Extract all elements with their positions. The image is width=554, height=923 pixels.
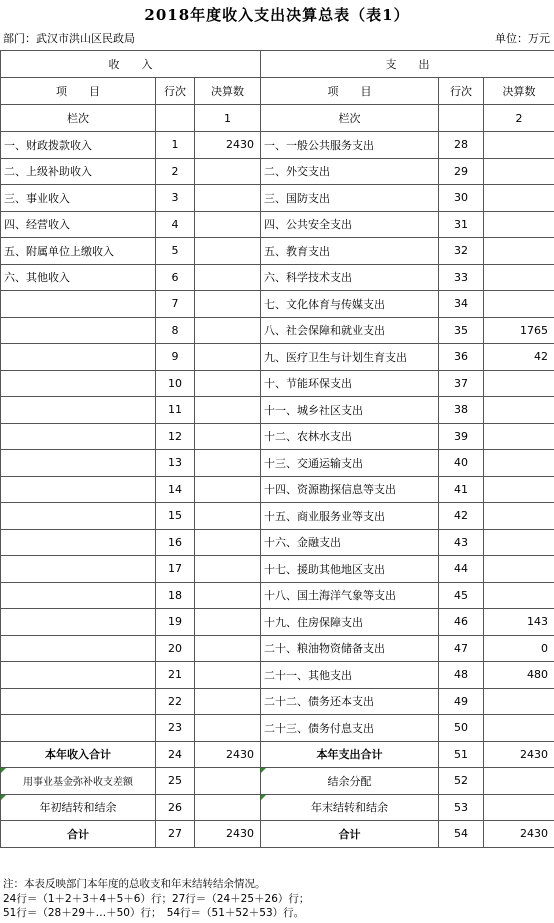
expense-line-cell: 37: [439, 370, 484, 397]
expense-item-cell: 四、公共安全支出: [261, 211, 439, 238]
income-line-cell: 16: [156, 529, 195, 556]
income-item-cell: [1, 635, 156, 662]
expense-line-cell: 45: [439, 582, 484, 609]
fund-row: [1, 768, 554, 795]
expense-amount-cell: [484, 688, 554, 715]
expense-amount-cell: 1765: [484, 317, 554, 344]
income-line-cell: 7: [156, 291, 195, 318]
income-amount-cell: [195, 635, 261, 662]
year-expense-total-amount: 2430: [484, 741, 554, 768]
end-carryover-amount: [484, 794, 554, 821]
table-row: [1, 211, 554, 238]
income-amount-header: 决算数: [195, 78, 261, 105]
income-amount-cell: [195, 715, 261, 742]
expense-line-cell: 46: [439, 609, 484, 636]
income-amount-cell: [195, 688, 261, 715]
expense-item-cell: 一、一般公共服务支出: [261, 132, 439, 159]
expense-item-cell: 十七、援助其他地区支出: [261, 556, 439, 583]
income-amount-cell: [195, 529, 261, 556]
income-line-cell: 5: [156, 238, 195, 265]
expense-amount-cell: [484, 238, 554, 265]
expense-item-header: 项 目: [261, 78, 439, 105]
expense-item-cell: 十五、商业服务业等支出: [261, 503, 439, 530]
table-row: [1, 291, 554, 318]
income-amount-cell: [195, 450, 261, 477]
grand-total-income-label: 合计: [1, 821, 156, 848]
expense-amount-cell: [484, 370, 554, 397]
income-item-cell: [1, 662, 156, 689]
expense-amount-cell: [484, 211, 554, 238]
grand-total-expense-amount: 2430: [484, 821, 554, 848]
expense-item-cell: 八、社会保障和就业支出: [261, 317, 439, 344]
table-row: [1, 609, 554, 636]
income-line-cell: 9: [156, 344, 195, 371]
department-label: 部门：武汉市洪山区民政局: [3, 32, 135, 45]
expense-line-cell: 30: [439, 185, 484, 212]
income-item-cell: [1, 317, 156, 344]
income-line-cell: 23: [156, 715, 195, 742]
income-item-cell: 六、其他收入: [1, 264, 156, 291]
footnote-line: 51行＝（28＋29＋…＋50）行； 54行＝（51＋52＋53）行。: [3, 907, 305, 919]
grand-total-income-amount: 2430: [195, 821, 261, 848]
income-line-cell: 20: [156, 635, 195, 662]
expense-item-cell: 十一、城乡社区支出: [261, 397, 439, 424]
income-line-cell: 12: [156, 423, 195, 450]
income-amount-cell: [195, 158, 261, 185]
table-row: [1, 132, 554, 159]
grand-total-expense-label: 合计: [261, 821, 439, 848]
carryover-row: [1, 794, 554, 821]
income-item-cell: [1, 450, 156, 477]
expense-line-cell: 31: [439, 211, 484, 238]
table-row: [1, 370, 554, 397]
income-amount-cell: [195, 662, 261, 689]
income-amount-cell: [195, 476, 261, 503]
fund-amount: [195, 768, 261, 795]
expense-amount-cell: 143: [484, 609, 554, 636]
income-column-line-empty: [156, 105, 195, 132]
grand-total-row: [1, 821, 554, 848]
income-amount-cell: [195, 185, 261, 212]
expense-amount-cell: [484, 556, 554, 583]
expense-amount-cell: 0: [484, 635, 554, 662]
income-section-header: 收 入: [1, 51, 261, 78]
surplus-label: 结余分配: [261, 768, 439, 795]
expense-line-cell: 32: [439, 238, 484, 265]
table-row: [1, 397, 554, 424]
year-income-total-amount: 2430: [195, 741, 261, 768]
income-amount-cell: [195, 582, 261, 609]
expense-column-line-empty: [439, 105, 484, 132]
footnote-line: 24行＝（1＋2＋3＋4＋5＋6）行；27行＝（24＋25＋26）行；: [3, 892, 310, 905]
table-row: [1, 688, 554, 715]
income-item-cell: [1, 503, 156, 530]
expense-line-cell: 41: [439, 476, 484, 503]
table-row: [1, 635, 554, 662]
income-item-cell: 一、财政拨款收入: [1, 132, 156, 159]
income-amount-cell: [195, 609, 261, 636]
income-line-cell: 22: [156, 688, 195, 715]
expense-amount-cell: [484, 476, 554, 503]
income-item-cell: 三、事业收入: [1, 185, 156, 212]
expense-item-cell: 五、教育支出: [261, 238, 439, 265]
expense-line-cell: 33: [439, 264, 484, 291]
table-row: [1, 582, 554, 609]
expense-item-cell: 六、科学技术支出: [261, 264, 439, 291]
expense-amount-cell: [484, 423, 554, 450]
income-item-header: 项 目: [1, 78, 156, 105]
table-row: [1, 344, 554, 371]
grand-total-expense-line: 54: [439, 821, 484, 848]
expense-amount-cell: [484, 715, 554, 742]
column-number-row: [1, 105, 554, 132]
income-line-cell: 8: [156, 317, 195, 344]
expense-item-cell: 十三、交通运输支出: [261, 450, 439, 477]
income-column-row-label: 栏次: [1, 105, 156, 132]
expense-column-number: 2: [484, 105, 554, 132]
income-amount-cell: [195, 211, 261, 238]
income-line-cell: 2: [156, 158, 195, 185]
footnote-line: 注：本表反映部门本年度的总收支和年末结转结余情况。: [3, 878, 266, 890]
table-row: [1, 185, 554, 212]
fund-line: 25: [156, 768, 195, 795]
expense-item-cell: 十四、资源勘探信息等支出: [261, 476, 439, 503]
income-amount-cell: [195, 556, 261, 583]
expense-amount-cell: [484, 185, 554, 212]
expense-line-cell: 35: [439, 317, 484, 344]
expense-line-cell: 38: [439, 397, 484, 424]
income-item-cell: [1, 370, 156, 397]
expense-line-cell: 48: [439, 662, 484, 689]
expense-line-cell: 50: [439, 715, 484, 742]
expense-amount-cell: [484, 582, 554, 609]
expense-amount-cell: 42: [484, 344, 554, 371]
income-item-cell: 五、附属单位上缴收入: [1, 238, 156, 265]
expense-column-row-label: 栏次: [261, 105, 439, 132]
income-item-cell: 四、经营收入: [1, 211, 156, 238]
year-total-row: [1, 741, 554, 768]
expense-item-cell: 九、医疗卫生与计划生育支出: [261, 344, 439, 371]
income-line-cell: 18: [156, 582, 195, 609]
income-line-cell: 4: [156, 211, 195, 238]
income-line-cell: 10: [156, 370, 195, 397]
income-item-cell: [1, 556, 156, 583]
table-row: [1, 450, 554, 477]
expense-amount-header: 决算数: [484, 78, 554, 105]
income-line-cell: 1: [156, 132, 195, 159]
income-amount-cell: [195, 370, 261, 397]
year-expense-total-line: 51: [439, 741, 484, 768]
expense-line-cell: 36: [439, 344, 484, 371]
expense-line-cell: 44: [439, 556, 484, 583]
income-amount-cell: [195, 423, 261, 450]
footnotes: [3, 877, 309, 921]
income-line-cell: 3: [156, 185, 195, 212]
expense-item-cell: 三、国防支出: [261, 185, 439, 212]
expense-line-cell: 40: [439, 450, 484, 477]
expense-line-cell: 49: [439, 688, 484, 715]
surplus-line: 52: [439, 768, 484, 795]
section-header-row: [1, 51, 554, 78]
expense-item-cell: 十、节能环保支出: [261, 370, 439, 397]
expense-item-cell: 七、文化体育与传媒支出: [261, 291, 439, 318]
begin-carryover-label: 年初结转和结余: [1, 794, 156, 821]
unit-label: 单位：万元: [495, 32, 550, 45]
expense-line-cell: 39: [439, 423, 484, 450]
income-amount-cell: [195, 238, 261, 265]
expense-line-header: 行次: [439, 78, 484, 105]
report-title: 2018年度收入支出决算总表（表1）: [144, 6, 410, 24]
income-item-cell: 二、上级补助收入: [1, 158, 156, 185]
income-item-cell: [1, 582, 156, 609]
income-item-cell: [1, 423, 156, 450]
table-row: [1, 264, 554, 291]
table-row: [1, 662, 554, 689]
table-row: [1, 715, 554, 742]
table-row: [1, 476, 554, 503]
income-item-cell: [1, 688, 156, 715]
expense-item-cell: 十六、金融支出: [261, 529, 439, 556]
income-line-cell: 19: [156, 609, 195, 636]
year-expense-total-label: 本年支出合计: [261, 741, 439, 768]
expense-amount-cell: [484, 397, 554, 424]
income-item-cell: [1, 291, 156, 318]
income-amount-cell: [195, 264, 261, 291]
year-income-total-label: 本年收入合计: [1, 741, 156, 768]
table-row: [1, 238, 554, 265]
income-line-cell: 21: [156, 662, 195, 689]
end-carryover-label: 年末结转和结余: [261, 794, 439, 821]
income-line-cell: 17: [156, 556, 195, 583]
expense-item-cell: 十八、国土海洋气象等支出: [261, 582, 439, 609]
expense-amount-cell: [484, 264, 554, 291]
expense-amount-cell: [484, 158, 554, 185]
expense-section-header: 支 出: [261, 51, 554, 78]
expense-item-cell: 十二、农林水支出: [261, 423, 439, 450]
income-line-cell: 14: [156, 476, 195, 503]
income-item-cell: [1, 609, 156, 636]
income-item-cell: [1, 397, 156, 424]
income-column-number: 1: [195, 105, 261, 132]
grand-total-income-line: 27: [156, 821, 195, 848]
expense-amount-cell: [484, 450, 554, 477]
end-carryover-line: 53: [439, 794, 484, 821]
income-amount-cell: [195, 397, 261, 424]
income-item-cell: [1, 715, 156, 742]
table-row: [1, 317, 554, 344]
expense-item-cell: 十九、住房保障支出: [261, 609, 439, 636]
surplus-amount: [484, 768, 554, 795]
income-line-cell: 13: [156, 450, 195, 477]
expense-line-cell: 43: [439, 529, 484, 556]
income-line-cell: 6: [156, 264, 195, 291]
column-header-row: [1, 78, 554, 105]
table-row: [1, 529, 554, 556]
expense-item-cell: 二十二、债务还本支出: [261, 688, 439, 715]
income-item-cell: [1, 476, 156, 503]
income-amount-cell: [195, 503, 261, 530]
expense-amount-cell: 480: [484, 662, 554, 689]
income-line-header: 行次: [156, 78, 195, 105]
expense-item-cell: 二十一、其他支出: [261, 662, 439, 689]
year-income-total-line: 24: [156, 741, 195, 768]
income-item-cell: [1, 529, 156, 556]
expense-item-cell: 二十、粮油物资储备支出: [261, 635, 439, 662]
expense-line-cell: 42: [439, 503, 484, 530]
table-row: [1, 158, 554, 185]
table-row: [1, 556, 554, 583]
expense-line-cell: 29: [439, 158, 484, 185]
income-amount-cell: [195, 344, 261, 371]
begin-carryover-amount: [195, 794, 261, 821]
income-line-cell: 15: [156, 503, 195, 530]
expense-amount-cell: [484, 529, 554, 556]
income-amount-cell: 2430: [195, 132, 261, 159]
expense-amount-cell: [484, 503, 554, 530]
begin-carryover-line: 26: [156, 794, 195, 821]
budget-table: [0, 50, 554, 848]
expense-line-cell: 28: [439, 132, 484, 159]
fund-label: 用事业基金弥补收支差额: [1, 768, 156, 795]
expense-line-cell: 34: [439, 291, 484, 318]
expense-amount-cell: [484, 291, 554, 318]
expense-amount-cell: [484, 132, 554, 159]
income-item-cell: [1, 344, 156, 371]
expense-item-cell: 二、外交支出: [261, 158, 439, 185]
income-amount-cell: [195, 291, 261, 318]
expense-item-cell: 二十三、债务付息支出: [261, 715, 439, 742]
table-row: [1, 503, 554, 530]
table-row: [1, 423, 554, 450]
income-amount-cell: [195, 317, 261, 344]
income-line-cell: 11: [156, 397, 195, 424]
expense-line-cell: 47: [439, 635, 484, 662]
